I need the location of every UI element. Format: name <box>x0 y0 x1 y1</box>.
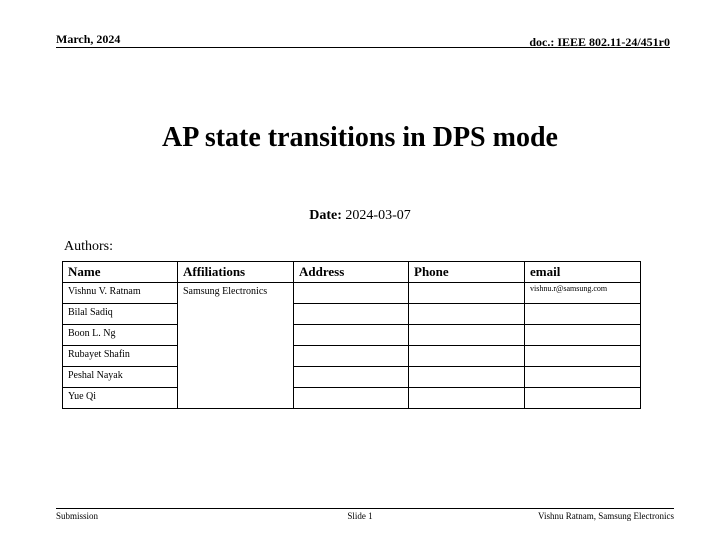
author-name: Boon L. Ng <box>63 325 178 346</box>
author-email: vishnu.r@samsung.com <box>525 283 641 304</box>
author-address <box>294 325 409 346</box>
header-doc-id: doc.: IEEE 802.11-24/451r0 <box>529 35 670 49</box>
author-phone <box>409 388 525 409</box>
table-row <box>63 325 641 346</box>
header-email: email <box>525 262 641 283</box>
date-value: 2024-03-07 <box>345 208 411 223</box>
table-row <box>63 283 641 304</box>
author-phone <box>409 283 525 304</box>
table-header-row <box>63 262 641 283</box>
footer-submission: Submission <box>56 511 99 521</box>
author-address <box>294 388 409 409</box>
footer-author: Vishnu Ratnam, Samsung Electronics <box>538 511 674 521</box>
slide-title: AP state transitions in DPS mode <box>162 122 558 153</box>
table-row <box>63 304 641 325</box>
author-email <box>525 388 641 409</box>
author-address <box>294 283 409 304</box>
author-phone <box>409 346 525 367</box>
header-divider <box>56 47 670 48</box>
author-name: Bilal Sadiq <box>63 304 178 325</box>
author-name: Yue Qi <box>63 388 178 409</box>
author-phone <box>409 325 525 346</box>
author-name: Vishnu V. Ratnam <box>63 283 178 304</box>
author-address <box>294 346 409 367</box>
author-affiliation: Samsung Electronics <box>178 283 294 409</box>
author-email <box>525 325 641 346</box>
date-label: Date: <box>309 208 342 223</box>
table-row <box>63 388 641 409</box>
date-line <box>0 208 720 224</box>
author-name: Rubayet Shafin <box>63 346 178 367</box>
author-email <box>525 304 641 325</box>
author-email <box>525 367 641 388</box>
header-affiliations: Affiliations <box>178 262 294 283</box>
footer-slide-number: Slide 1 <box>347 511 373 521</box>
header-date: March, 2024 <box>56 32 121 46</box>
author-address <box>294 304 409 325</box>
table-row <box>63 346 641 367</box>
authors-table <box>62 261 641 409</box>
author-email <box>525 346 641 367</box>
author-name: Peshal Nayak <box>63 367 178 388</box>
author-phone <box>409 367 525 388</box>
header-address: Address <box>294 262 409 283</box>
footer-divider <box>56 508 674 509</box>
header-phone: Phone <box>409 262 525 283</box>
header-name: Name <box>63 262 178 283</box>
author-phone <box>409 304 525 325</box>
author-address <box>294 367 409 388</box>
table-row <box>63 367 641 388</box>
authors-label: Authors: <box>64 239 113 254</box>
